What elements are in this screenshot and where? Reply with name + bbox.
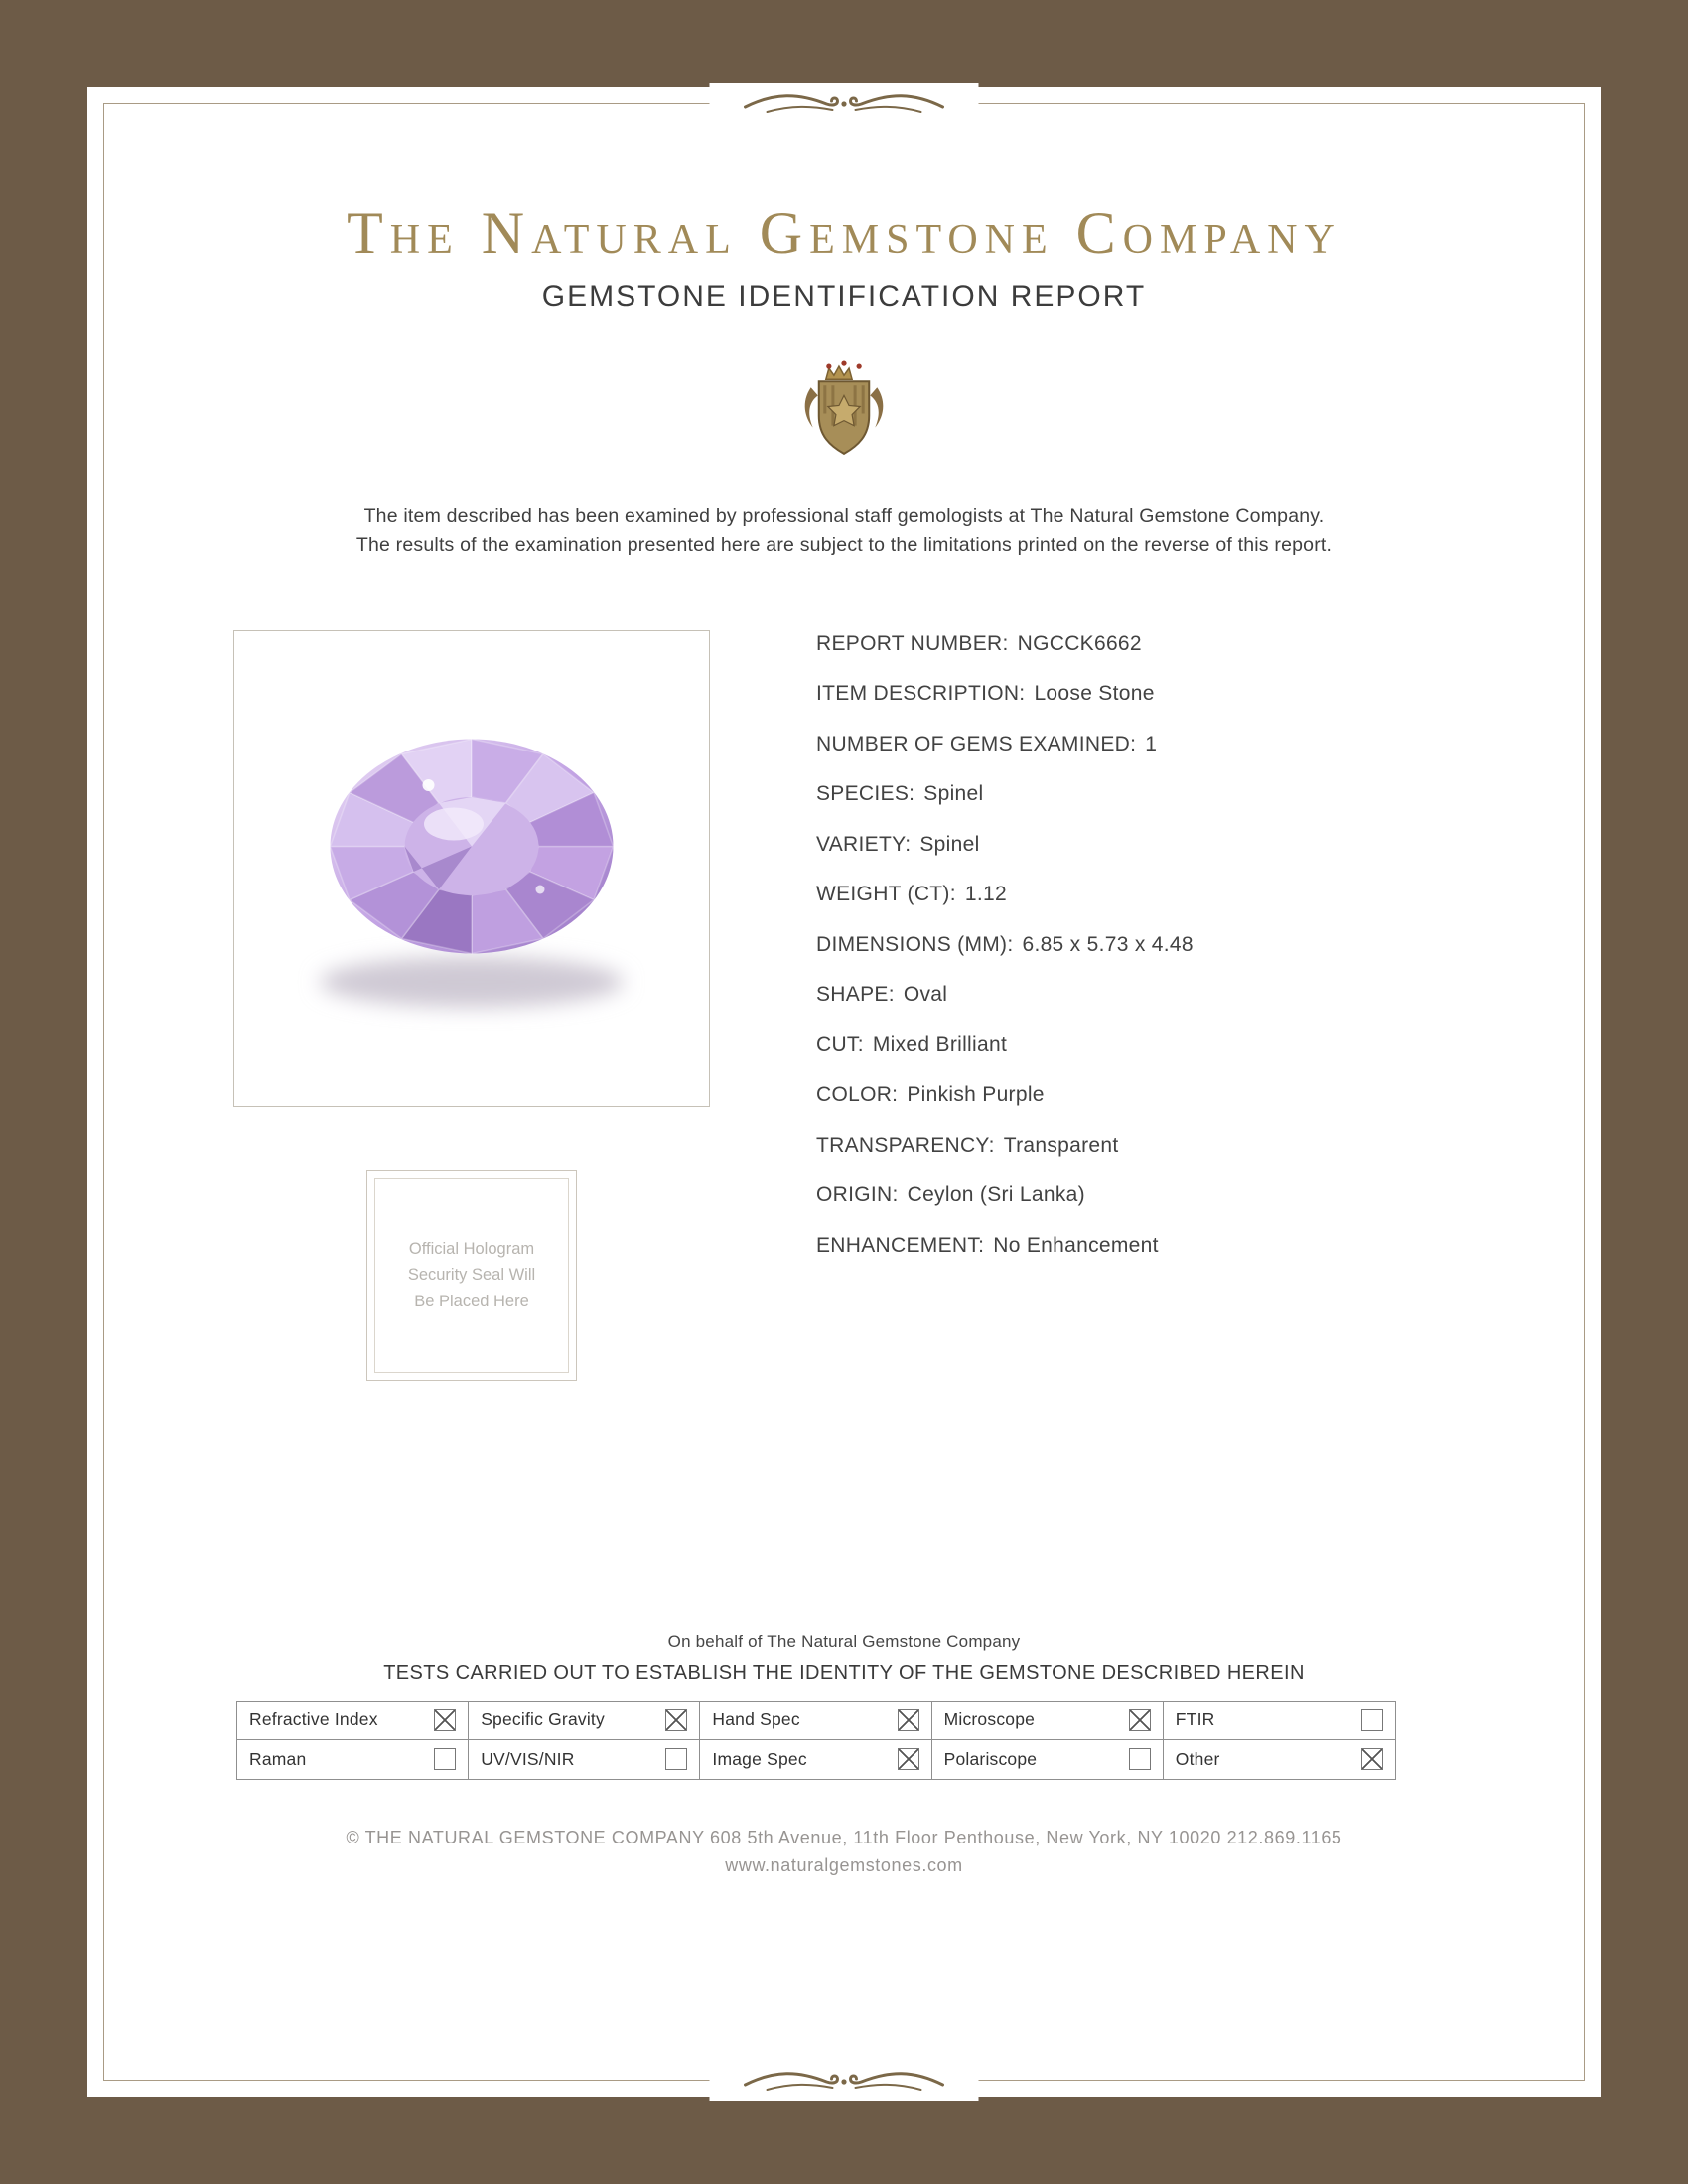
field-weight	[816, 883, 1194, 906]
test-label: Other	[1175, 1748, 1220, 1769]
test-cell-microscope	[932, 1702, 1164, 1740]
field-label: VARIETY:	[816, 832, 912, 856]
tests-table	[236, 1701, 1396, 1780]
field-label: SPECIES:	[816, 782, 915, 805]
certificate	[87, 87, 1601, 2097]
footer-address: © THE NATURAL GEMSTONE COMPANY 608 5th Avenue, 11th Floor Penthouse, New York, NY 10020 212.869.1165	[346, 1827, 1342, 1847]
field-value: Spinel	[923, 782, 984, 805]
field-value: Transparent	[1003, 1133, 1119, 1157]
field-enhancement	[816, 1234, 1194, 1258]
hologram-seal-box	[366, 1170, 577, 1381]
field-value: Ceylon (Sri Lanka)	[907, 1183, 1085, 1206]
hologram-seal-text	[374, 1178, 569, 1373]
field-transparency	[816, 1134, 1194, 1158]
test-cell-refractive-index	[237, 1702, 469, 1740]
field-item-description	[816, 682, 1194, 706]
test-label: Refractive Index	[249, 1709, 378, 1729]
checkbox-microscope-icon	[1129, 1709, 1151, 1731]
field-value: Oval	[903, 983, 948, 1006]
field-label: ENHANCEMENT:	[816, 1233, 985, 1257]
field-dimensions	[816, 933, 1194, 957]
field-label: CUT:	[816, 1032, 864, 1056]
hologram-line-3: Be Placed Here	[414, 1292, 529, 1310]
test-cell-other	[1164, 1740, 1395, 1779]
test-cell-hand-spec	[700, 1702, 931, 1740]
field-label: COLOR:	[816, 1083, 899, 1106]
field-label: DIMENSIONS (MM):	[816, 932, 1014, 956]
field-value: 1.12	[964, 883, 1007, 905]
field-origin	[816, 1183, 1194, 1207]
footer-website: www.naturalgemstones.com	[725, 1854, 963, 1875]
field-value: Spinel	[919, 832, 980, 856]
company-title: The Natural Gemstone Company	[347, 201, 1341, 266]
field-label: ITEM DESCRIPTION:	[816, 682, 1026, 705]
test-cell-uv-vis-nir	[469, 1740, 700, 1779]
checkbox-specific-gravity-icon	[665, 1709, 687, 1731]
test-cell-ftir	[1164, 1702, 1395, 1740]
tests-heading: TESTS CARRIED OUT TO ESTABLISH THE IDENTITY OF THE GEMSTONE DESCRIBED HEREIN	[383, 1661, 1305, 1684]
test-label: Polariscope	[943, 1748, 1038, 1769]
test-label: Hand Spec	[712, 1709, 800, 1729]
field-label: SHAPE:	[816, 983, 895, 1006]
test-label: Image Spec	[712, 1748, 807, 1769]
field-report-number	[816, 632, 1194, 656]
checkbox-other-icon	[1361, 1748, 1383, 1770]
field-label: NUMBER OF GEMS EXAMINED:	[816, 732, 1137, 755]
main-section	[104, 630, 1584, 1381]
intro-line-1: The item described has been examined by professional staff gemologists at The Natural Gemstone Company.	[363, 505, 1325, 527]
hologram-line-2: Security Seal Will	[407, 1266, 536, 1285]
checkbox-image-spec-icon	[898, 1748, 919, 1770]
field-value: No Enhancement	[993, 1233, 1159, 1257]
test-cell-polariscope	[932, 1740, 1164, 1779]
field-label: REPORT NUMBER:	[816, 631, 1009, 655]
field-label: ORIGIN:	[816, 1183, 899, 1206]
field-color	[816, 1083, 1194, 1107]
report-fields	[816, 630, 1194, 1381]
test-label: Microscope	[943, 1709, 1036, 1729]
field-value: Loose Stone	[1034, 682, 1155, 705]
gem-photo	[233, 630, 710, 1107]
test-cell-specific-gravity	[469, 1702, 700, 1740]
certificate-frame	[103, 103, 1585, 2081]
field-variety	[816, 833, 1194, 857]
hologram-line-1: Official Hologram	[408, 1239, 535, 1258]
field-species	[816, 782, 1194, 806]
test-label: UV/VIS/NIR	[481, 1748, 575, 1769]
field-label: WEIGHT (CT):	[816, 883, 956, 905]
checkbox-ftir-icon	[1361, 1709, 1383, 1731]
test-cell-raman	[237, 1740, 469, 1779]
checkbox-hand-spec-icon	[898, 1709, 919, 1731]
certificate-content	[104, 104, 1584, 2080]
test-label: FTIR	[1175, 1709, 1215, 1729]
field-value: 6.85 x 5.73 x 4.48	[1022, 932, 1194, 956]
field-shape	[816, 983, 1194, 1007]
test-label: Specific Gravity	[481, 1709, 605, 1729]
field-number-of-gems	[816, 733, 1194, 756]
field-value: 1	[1145, 732, 1158, 755]
company-crest-icon	[104, 355, 1584, 461]
checkbox-refractive-index-icon	[434, 1709, 456, 1731]
test-cell-image-spec	[700, 1740, 931, 1779]
intro-paragraph	[104, 502, 1584, 561]
intro-line-2: The results of the examination presented here are subject to the limitations printed on the reverse of this report.	[355, 534, 1333, 557]
checkbox-raman-icon	[434, 1748, 456, 1770]
report-title: GEMSTONE IDENTIFICATION REPORT	[541, 280, 1147, 313]
field-cut	[816, 1033, 1194, 1057]
field-value: Mixed Brilliant	[872, 1032, 1008, 1056]
field-value: Pinkish Purple	[907, 1083, 1045, 1106]
field-label: TRANSPARENCY:	[816, 1133, 995, 1157]
field-value: NGCCK6662	[1017, 631, 1142, 655]
checkbox-uv-vis-nir-icon	[665, 1748, 687, 1770]
left-column	[233, 630, 710, 1381]
checkbox-polariscope-icon	[1129, 1748, 1151, 1770]
test-label: Raman	[249, 1748, 307, 1769]
on-behalf-text: On behalf of The Natural Gemstone Company	[667, 1631, 1021, 1651]
